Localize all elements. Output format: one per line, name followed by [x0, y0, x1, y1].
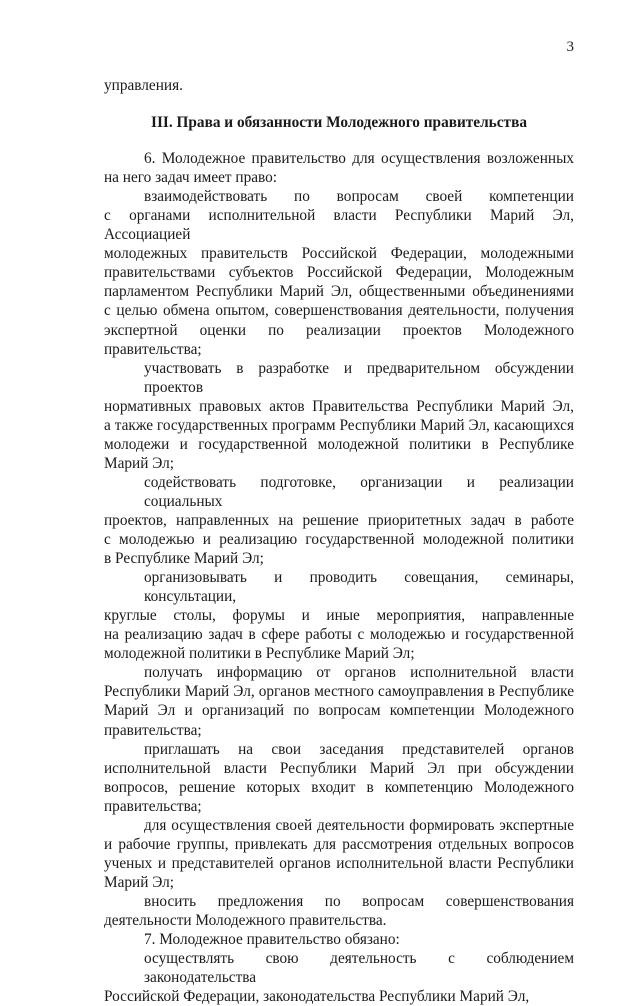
paragraph — [104, 473, 574, 568]
text-line: парламентом Республики Марий Эл, общественными объединениями — [104, 283, 574, 301]
page-number: 3 — [566, 39, 574, 55]
document-body — [104, 76, 574, 1006]
text-line: молодежных правительств Российской Федерации, молодежными — [104, 245, 574, 263]
paragraph — [104, 187, 574, 358]
text-line: с органами исполнительной власти Республики Марий Эл, Ассоциацией — [104, 207, 574, 244]
text-line: молодежной политики в Республике Марий Эл; — [104, 645, 415, 663]
text-line: для осуществления своей деятельности формировать экспертные — [144, 816, 574, 834]
paragraph — [104, 740, 574, 816]
text-line: правительства; — [104, 340, 202, 358]
text-line: нормативных правовых актов Правительства Республики Марий Эл, — [104, 397, 574, 415]
text-line: содействовать подготовке, организации и реализации социальных — [144, 473, 574, 510]
text-line: ученых и представителей органов исполнительной власти Республики — [104, 854, 574, 872]
text-line: организовывать и проводить совещания, семинары, консультации, — [144, 569, 574, 606]
text-line: деятельности Молодежного правительства. — [104, 911, 387, 929]
text-line: 7. Молодежное правительство обязано: — [144, 931, 400, 949]
text-line: экспертной оценки по реализации проектов Молодежного — [104, 321, 574, 339]
paragraph — [104, 663, 574, 739]
text-line: проектов, направленных на решение приоритетных задач в работе — [104, 511, 574, 529]
text-line: с молодежью и реализацию государственной молодежной политики — [104, 531, 574, 549]
text-line: на реализацию задач в сфере работы с молодежью и государственной — [104, 626, 574, 644]
text-line: вносить предложения по вопросам совершенствования — [144, 892, 574, 910]
paragraph — [104, 949, 574, 1006]
carryover-text — [104, 76, 574, 95]
text-line: Марий Эл; — [104, 454, 175, 472]
paragraph — [104, 568, 574, 663]
text-line: правительства; — [104, 797, 202, 815]
text-line: правительствами субъектов Российской Федерации, Молодежным — [104, 264, 574, 282]
text-line: Республики Марий Эл, органов местного самоуправления в Республике — [104, 683, 574, 701]
paragraph — [104, 816, 574, 892]
text-line: круглые столы, форумы и иные мероприятия, направленные — [104, 607, 574, 625]
text-line: Российской Федерации, законодательства Республики Марий Эл, — [104, 988, 530, 1006]
section-heading: III. Права и обязанности Молодежного правительства — [151, 114, 527, 132]
text-line: Марий Эл и организаций по вопросам компетенции Молодежного — [104, 702, 574, 720]
text-line: молодежи и государственной молодежной политики в Республике — [104, 435, 574, 453]
text-line: с целью обмена опытом, совершенствования деятельности, получения — [104, 302, 574, 320]
text-line: участвовать в разработке и предварительном обсуждении проектов — [144, 359, 574, 396]
text-line: и рабочие группы, привлекать для рассмотрения отдельных вопросов — [104, 835, 574, 853]
text-line: получать информацию от органов исполнительной власти — [144, 664, 574, 682]
text-line: Марий Эл; — [104, 873, 175, 891]
paragraph-list — [104, 149, 574, 1006]
text-line: осуществлять свою деятельность с соблюдением законодательства — [144, 950, 574, 987]
text-line: в Республике Марий Эл; — [104, 550, 264, 568]
text-line: на него задач имеет право: — [104, 169, 278, 187]
text-line: а также государственных программ Республики Марий Эл, касающихся — [104, 416, 574, 434]
paragraph — [104, 892, 574, 930]
text-line: исполнительной власти Республики Марий Эл при обсуждении — [104, 759, 574, 777]
text-line: вопросов, решение которых входит в компетенцию Молодежного — [104, 778, 574, 796]
paragraph — [104, 930, 574, 949]
text-line: приглашать на свои заседания представителей органов — [144, 740, 574, 758]
text-line: управления. — [104, 77, 183, 94]
text-line: 6. Молодежное правительство для осуществления возложенных — [144, 150, 574, 168]
paragraph — [104, 149, 574, 187]
text-line: правительства; — [104, 721, 202, 739]
paragraph — [104, 359, 574, 473]
text-line: взаимодействовать по вопросам своей компетенции — [144, 188, 574, 206]
